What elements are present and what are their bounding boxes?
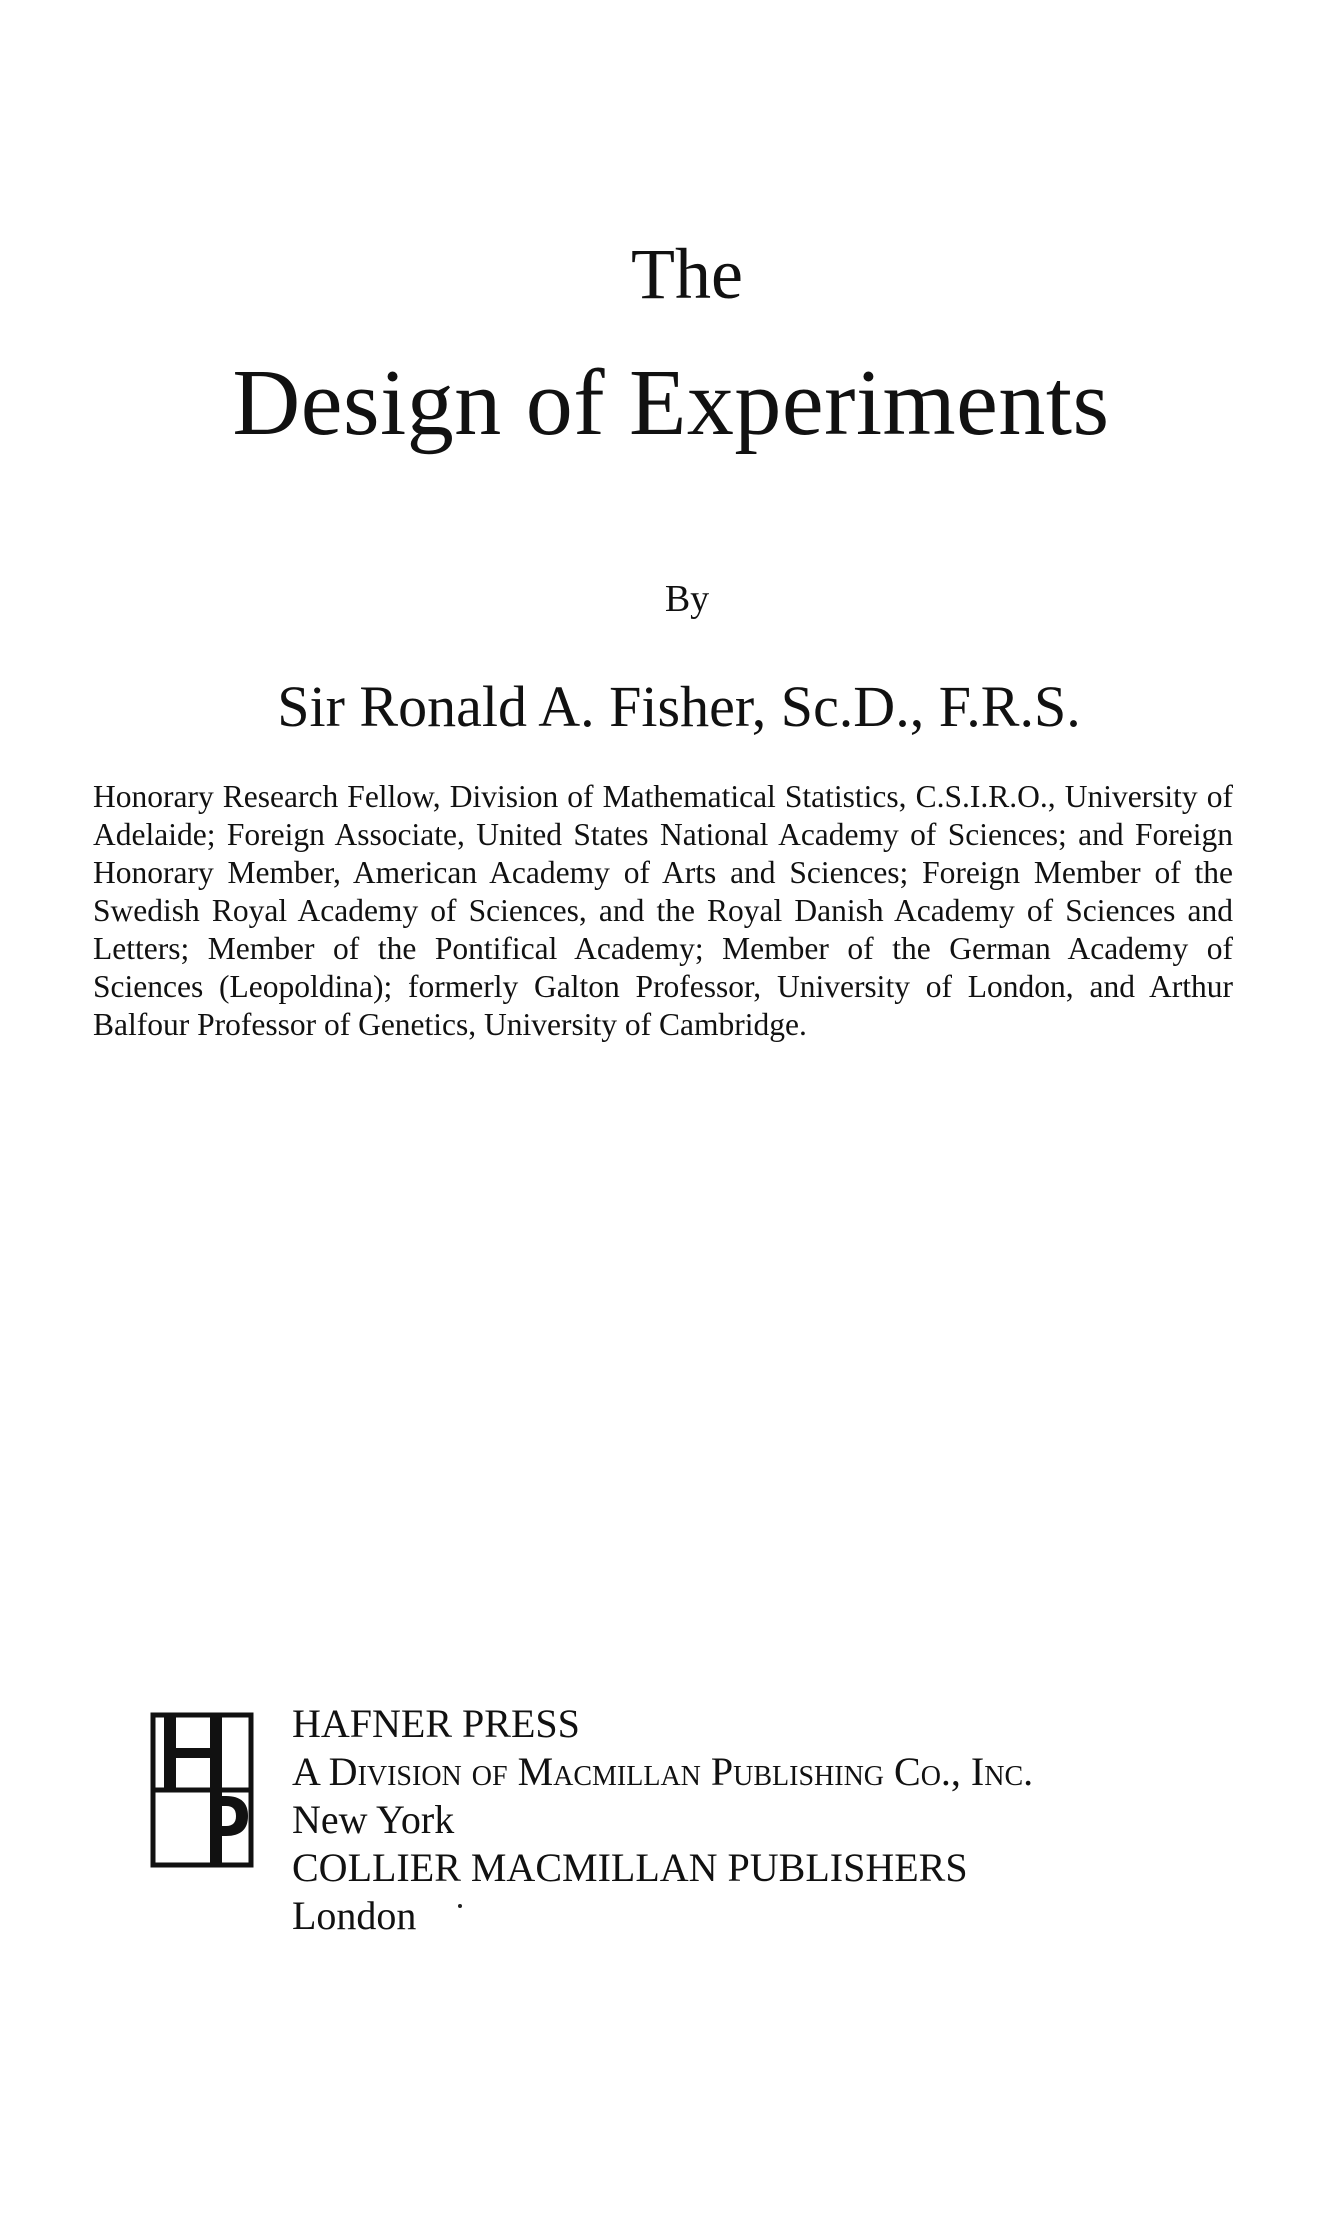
title-line-the: The — [631, 234, 743, 314]
print-speck — [458, 1904, 462, 1908]
publisher-city-new-york: New York — [292, 1797, 455, 1842]
publisher-division: A Division of Macmillan Publishing Co., Inc. — [292, 1749, 1034, 1794]
book-title: Design of Experiments — [232, 351, 1110, 455]
author-credentials: Honorary Research Fellow, Division of Mathematical Statistics, C.S.I.R.O., University of Adelaide; Foreign Associate, United States National Academy of Sciences; and Foreign Honorary Member, American Academy of Arts and Sciences; Foreign Member of the Swedish Royal Academy of Sciences, and the Royal Danish Academy of Sciences and Letters; Member of the Pontifical Academy; Member of the German Academy of Sciences (Leopoldina); formerly Galton Professor, University of London, and Arthur Balfour Professor of Genetics, University of Cambridge. — [93, 779, 1233, 1042]
publisher-block — [150, 1700, 1250, 2000]
byline: By — [664, 578, 710, 620]
hafner-press-logo-icon — [150, 1712, 254, 1868]
publisher-lines — [292, 1700, 1033, 1940]
publisher-name: HAFNER PRESS — [292, 1701, 580, 1746]
publisher-city-london: London — [292, 1893, 417, 1938]
author-name: Sir Ronald A. Fisher, Sc.D., F.R.S. — [277, 674, 1081, 739]
publisher-name-collier: COLLIER MACMILLAN PUBLISHERS — [292, 1845, 968, 1890]
